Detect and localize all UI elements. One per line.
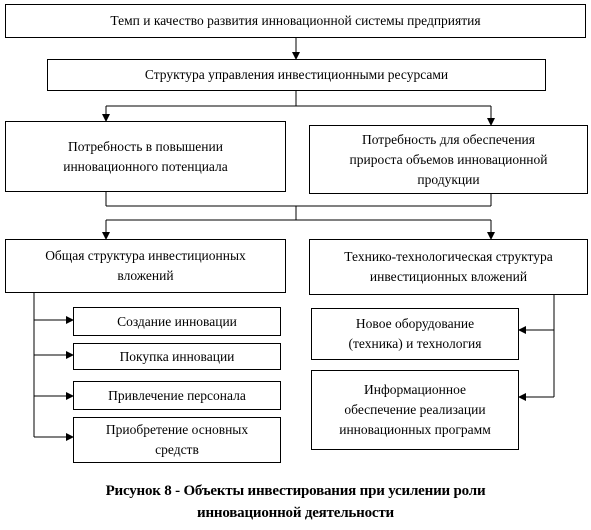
box-technical-investment-structure <box>309 239 588 295</box>
box-production-growth-need <box>309 125 588 194</box>
box-innovation-creation <box>73 307 281 336</box>
box-innovation-potential-need <box>5 121 286 192</box>
information-support-line-1: Информационное <box>363 382 466 397</box>
box-innovation-purchase <box>73 343 281 370</box>
box-investment-management-structure-label: Структура управления инвестиционными ресурсами <box>144 67 449 82</box>
general-structure-line-2: вложений <box>117 268 174 283</box>
box-staff-attraction <box>73 381 281 410</box>
need-left-line-1: Потребность в повышении <box>68 138 223 154</box>
general-structure-line-1: Общая структура инвестиционных <box>45 248 246 263</box>
box-innovation-system-pace <box>5 4 586 38</box>
box-investment-management-structure <box>47 59 546 91</box>
fixed-assets-line-2: средств <box>155 442 199 457</box>
box-new-equipment <box>311 308 519 360</box>
need-right-line-2: прироста объемов инновационной <box>349 151 548 167</box>
need-right-line-1: Потребность для обеспечения <box>361 131 535 147</box>
new-equipment-line-2: (техника) и технология <box>348 336 482 351</box>
information-support-line-3: инновационных программ <box>339 422 491 437</box>
innovation-purchase-label: Покупка инновации <box>119 348 235 364</box>
box-general-investment-structure <box>5 239 286 293</box>
tech-structure-line-2: инвестиционных вложений <box>369 269 528 284</box>
tech-structure-line-1: Технико-технологическая структура <box>344 249 553 264</box>
box-innovation-system-pace-label: Темп и качество развития инновационной системы предприятия <box>110 13 481 28</box>
new-equipment-line-1: Новое оборудование <box>355 316 475 331</box>
information-support-line-2: обеспечение реализации <box>344 402 486 417</box>
figure-caption-line-2: инновационной деятельности <box>197 505 394 521</box>
innovation-creation-label: Создание инновации <box>117 313 237 329</box>
need-right-line-3: продукции <box>417 171 480 187</box>
staff-attraction-label: Привлечение персонала <box>108 387 246 403</box>
figure-caption-line-1: Рисунок 8 - Объекты инвестирования при усилении роли <box>105 483 486 499</box>
need-left-line-2: инновационного потенциала <box>63 158 228 174</box>
box-information-support <box>311 370 519 450</box>
figure-caption <box>0 480 591 524</box>
box-fixed-assets-acquisition <box>73 417 281 463</box>
fixed-assets-line-1: Приобретение основных <box>105 422 249 437</box>
